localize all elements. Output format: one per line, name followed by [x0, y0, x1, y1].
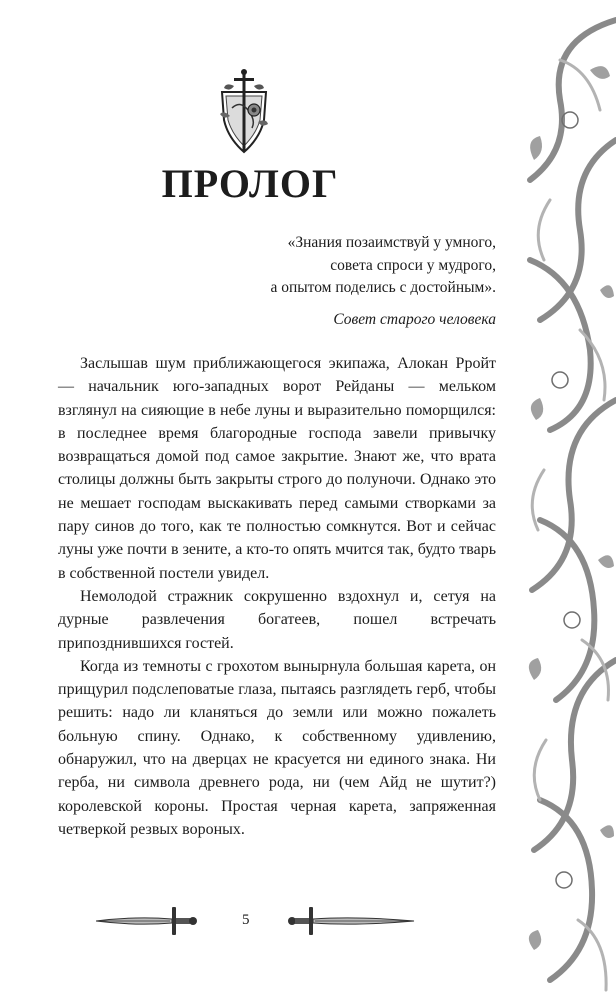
- footer-ornament: [96, 898, 416, 944]
- sword-icon: [96, 907, 197, 935]
- chapter-body: [58, 352, 496, 841]
- paragraph: Немолодой стражник сокрушенно вздохнул и, сетуя на дурные развлечения богатеев, пошел встречать припозднившихся гостей.: [58, 587, 496, 652]
- paragraph: Когда из темноты с грохотом вынырнула большая карета, он прищурил подслеповатые глаза, пытаясь разглядеть герб, чтобы решить: надо ли кланяться до земли или можно пожалеть больную спину. Однако, к собственному удивлению, обнаружил, что на дверцах не красуется ни единого знака. Ни герба, ни символа древнего рода, ни (чем Айд не шутит?) королевской короны. Простая черная карета, запряженная четверкой резвых вороных.: [58, 657, 496, 838]
- paragraph: Заслышав шум приближающегося экипажа, Алокан Рройт — начальник юго-западных ворот Рейданы — мельком взглянул на сияющие в небе луны и выразительно поморщился: в последнее время благородные господа завели привычку возвращаться домой под самое закрытие. Знают же, что врата столицы должны быть закрыты строго до полуночи. Однако это не мешает господам выскакивать перед самыми створками за пару синов до того, как те полностью сомкнутся. Вот и сейчас луны уже почти в зените, а кто-то опять мчится так, будто тварь в собственной постели увидел.: [58, 355, 496, 582]
- epigraph-line: а опытом поделись с достойным».: [270, 279, 496, 296]
- sword-icon: [288, 907, 414, 935]
- floral-swirl-border: [520, 0, 616, 1000]
- epigraph: [230, 232, 496, 331]
- epigraph-attribution: Совет старого человека: [333, 310, 496, 328]
- epigraph-line: «Знания позаимствуй у умного,: [287, 234, 496, 251]
- epigraph-line: совета спроси у мудрого,: [330, 256, 496, 274]
- shield-sword-rose-icon: [212, 66, 276, 156]
- chapter-title: ПРОЛОГ: [161, 161, 339, 206]
- page-number: 5: [242, 912, 250, 928]
